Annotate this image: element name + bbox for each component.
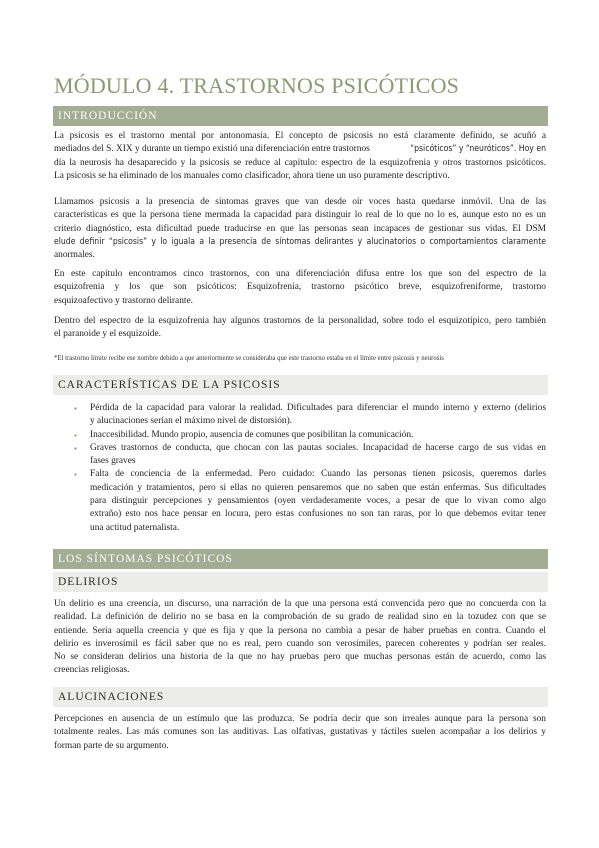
text-line: Percepciones en ausencia de un estímulo que las produzca. Se podría decir que son irreales aunque para la persona son (54, 714, 546, 724)
footnote: *El trastorno límite recibe ese nombre debido a que anteriormente se consideraba que este trastorno estaba en el límite entre psicosis y neurosis (54, 355, 444, 362)
intro-paragraph-4 (54, 315, 546, 342)
text-line: Falta de conciencia de la enfermedad. Pero cuidado: Cuando las personas tienen psicosis, queremos darles (90, 469, 546, 480)
text-fragment: mediados del S. XIX y durante un tiempo existió una diferenciación entre trastornos (54, 144, 370, 155)
text-line: totalmente reales. Las más comunes son las auditivas. Las olfativas, gustativas y táctiles suelen acompañar a los delirios y (54, 727, 546, 738)
text-line: realidad. La definición de delirio no se basa en la comprobación de su grado de realidad sino en la tozudez con que se (54, 612, 546, 623)
text-line: esquizoafectivo y trastorno delirante. (54, 295, 194, 306)
text-line: entiende. Sería aquella creencia y que es fija y que la persona no cambia a pesar de haber pruebas en contra. Cuando el (54, 625, 546, 636)
list-item (54, 402, 546, 429)
text-line: anormales. (54, 250, 95, 261)
intro-paragraph-1 (54, 130, 546, 183)
square-bullet-icon: ▪ (74, 430, 77, 440)
list-item (54, 429, 546, 442)
text-line: La psicosis es el trastorno mental por antonomasia. El concepto de psicosis no está claramente definido, se acuñó a (54, 131, 546, 141)
text-line: y alucinaciones serían el máximo nivel de distorsión). (90, 416, 293, 427)
text-line: No se consideran delirios una historia de la que no hay pruebas pero que muchas personas están de acuerdo, como las (54, 652, 546, 663)
text-line: para distinguir percepciones y pensamientos (oyen verdaderamente voces, a pesar de que lo vivan como algo (90, 496, 546, 507)
text-line: medicación y tratamientos, pero si ellas no quieren pensaremos que no saben que están enfermas. Sus dificultades (90, 482, 546, 493)
list-item (54, 442, 546, 469)
text-line: criterio diagnóstico, esta dificultad puede traducirse en que las personas sean incapaces de gestionar sus vidas. El DSM (54, 223, 546, 234)
text-line: Dentro del espectro de la esquizofrenia hay algunos trastornos de la personalidad, sobre todo el esquizotípico, pero también (54, 316, 546, 326)
text-line: En este capítulo encontramos cinco trastornos, con una diferenciación difusa entre los que son del espectro de la (54, 269, 546, 279)
text-line: extraño) esto nos hace pensar en locura, pero estas confusiones no son tan raras, por lo que debemos evitar tener (90, 509, 546, 520)
text-line: una actitud paternalista. (90, 522, 180, 533)
delirios-paragraph (54, 598, 546, 678)
text-line: delirio es inverosímil es fácil saber que no es real, pero cuando son verosímiles, parecen coherentes y podrían ser reales. (54, 638, 546, 649)
text-line: La psicosis se ha eliminado de los manuales como clasificador, ahora tiene un uso puramente descriptivo. (54, 170, 450, 181)
text-line: fases graves (90, 456, 136, 467)
text-line: forman parte de su argumento. (54, 740, 169, 751)
text-line: Inaccesibilidad. Mundo propio, ausencia de comunes que posibilitan la comunicación. (90, 429, 414, 440)
text-line: día la neurosis ha desaparecido y la psicosis se reduce al capítulo: espectro de la esquizofrenia y otros trastornos psicóticos. (54, 157, 546, 168)
text-line: Un delirio es una creencia, un discurso, una narración de la que una persona está convencida pero que no concuerda con la (54, 599, 546, 609)
caracteristicas-list (54, 402, 546, 535)
text-fragment-emphasis: “psicóticos” y “neuróticos”. Hoy en (410, 144, 546, 155)
square-bullet-icon: ▪ (74, 470, 77, 480)
alucinaciones-paragraph (54, 713, 546, 753)
square-bullet-icon: ▪ (74, 404, 77, 413)
text-line: Graves trastornos de conducta, que chocan con las pautas sociales. Incapacidad de hacerse cargo de sus vidas en (90, 442, 546, 453)
text-line: esquizofrenia y los que son psicóticos: Esquizofrenia, trastorno psicótico breve, esquizofreniforme, trastorno (54, 282, 546, 293)
intro-paragraph-2 (54, 196, 546, 262)
section-header-caracteristicas: CARACTERÍSTICAS DE LA PSICOSIS (53, 375, 548, 395)
text-line-emphasis: elude definir “psicosis” y lo iguala a la presencia de síntomas delirantes y alucinatorios o comportamientos claramente (54, 236, 546, 247)
intro-paragraph-3 (54, 268, 546, 308)
square-bullet-icon: ▪ (74, 443, 77, 453)
section-header-alucinaciones: ALUCINACIONES (53, 687, 548, 707)
list-item (54, 468, 546, 534)
text-line: Llamamos psicosis a la presencia de síntomas graves que van desde oír voces hasta quedarse inmóvil. Una de las (54, 197, 546, 207)
text-line: características es que la persona tiene mermada la capacidad para distinguir lo real de lo que no lo es, aunque esto no es un (54, 210, 546, 221)
text-line: el paranoide y el esquizoide. (54, 329, 161, 340)
text-line: Pérdida de la capacidad para valorar la realidad. Dificultades para diferenciar el mundo interno y externo (delirios (90, 403, 546, 413)
section-header-delirios: DELIRIOS (53, 572, 548, 592)
section-header-introduccion: INTRODUCCIÓN (53, 106, 548, 126)
text-line (54, 143, 546, 156)
section-header-sintomas: LOS SÍNTOMAS PSICÓTICOS (53, 549, 548, 569)
text-line: creencias religiosas. (54, 665, 130, 676)
page-title: MÓDULO 4. TRASTORNOS PSICÓTICOS (54, 73, 460, 98)
